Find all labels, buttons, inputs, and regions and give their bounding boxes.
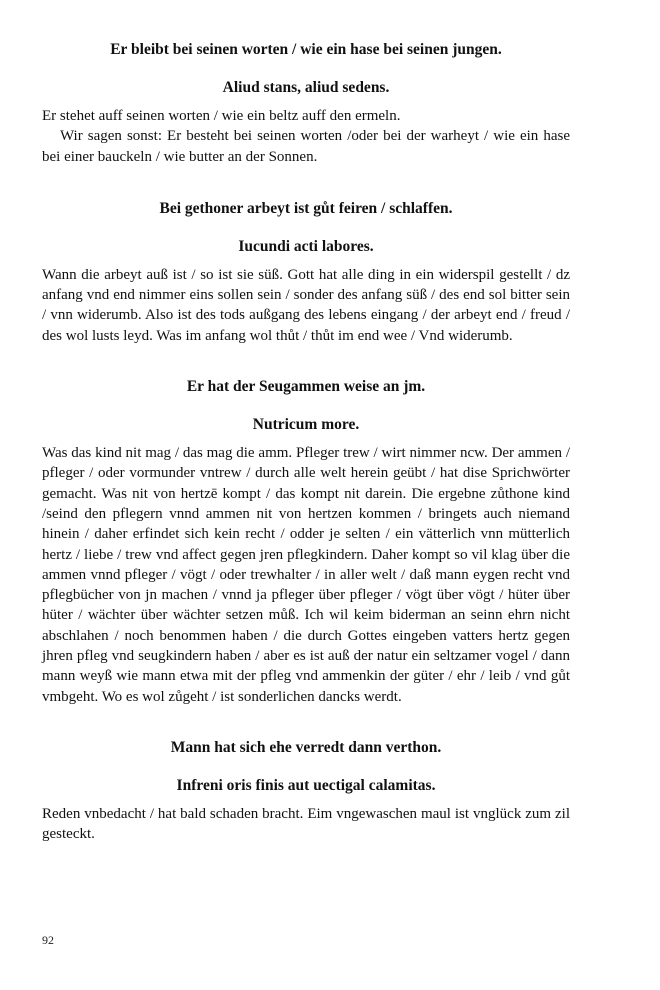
body-paragraph: Was das kind nit mag / das mag die amm. Pfleger trew / wirt nimmer ncw. Der ammen / pfleger / oder vormunder vntrew / durch alle welt herein geübt / hat dise Sprichwörter gemacht. Was nit von hertzē kompt / das kompt nit darein. Die ergebne zůthone kind /seind den pflegern vnnd ammen nit von hertzen kommen / bringets auch niemand hinein / daher erfindet sich kein recht / odder je selten / ein vätterlich vnn mütterlich hertz / liebe / trew vnd affect gegen jren pflegkindern. Daher kompt so vil klag über die ammen vnnd pfleger / vögt / oder trewhalter / in aller welt / daß mann eygen recht vnd pflegbücher von jn machen / vnnd ja pfleger über pfleger / vögt über vögt / hüter über hüter / wächter über wächter setzen můß. Ich wil keim biderman an seinn ehrn nicht abschlahen / noch benommen haben / die durch Gottes eingeben vatters hertz gegen jhren pfleg vnd seugkindern haben / aber es ist auß der natur ein seltzamer vogel / dann mann weyß wie mann etwa mit der pfleg vnd ammenkin der güter / ehr / leib / vnd gůt vmbgeht. Wo es wol zůgeht / ist sonderlichen dancks werdt. [42, 445, 570, 705]
body-paragraph: Wir sagen sonst: Er besteht bei seinen worten /oder bei der warheyt / wie ein hase bei einer bauckeln / wie butter an der Sonnen. [42, 128, 570, 165]
proverb-title: Mann hat sich ehe verredt dann verthon. [170, 738, 442, 756]
body-paragraph: Reden vnbedacht / hat bald schaden bracht. Eim vngewaschen maul ist vnglück zum zil gesteckt. [42, 805, 570, 843]
latin-title: Infreni oris finis aut uectigal calamitas. [176, 776, 436, 794]
latin-title: Nutricum more. [252, 416, 360, 434]
latin-title: Aliud stans, aliud sedens. [222, 79, 390, 96]
latin-title: Iucundi acti labores. [238, 237, 374, 255]
proverb-section [42, 738, 570, 845]
page-body [42, 40, 570, 845]
proverb-section [42, 199, 570, 346]
proverb-title: Bei gethoner arbeyt ist gůt feiren / schlaffen. [159, 199, 453, 217]
proverb-title: Er bleibt bei seinen worten / wie ein hase bei seinen jungen. [110, 41, 502, 58]
body-paragraph: Er stehet auff seinen worten / wie ein beltz auff den ermeln. [42, 108, 401, 124]
body-paragraph: Wann die arbeyt auß ist / so ist sie süß. Gott hat alle ding in ein widerspil gestellt / dz anfang vnd end nimmer eins sollen sein / sonder des anfang süß / des end sol bitter sein / vnn widerumb. Also ist des tods außgang des lebens eingang / der arbeyt end / freud / des wol lusts leyd. Was im anfang wol thůt / thůt im end wee / Vnd widerumb. [42, 266, 570, 344]
proverb-title: Er hat der Seugammen weise an jm. [186, 378, 426, 396]
proverb-section [42, 377, 570, 707]
page-number: 92 [42, 933, 54, 947]
proverb-section [42, 40, 570, 167]
